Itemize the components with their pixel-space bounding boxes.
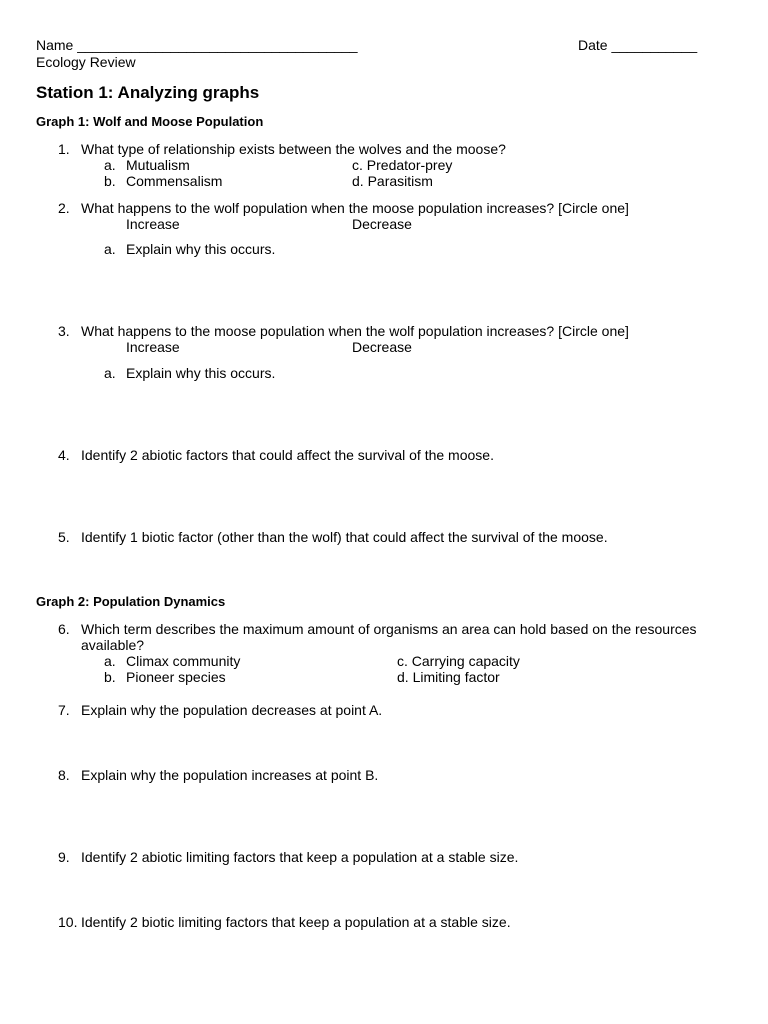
q2-choice-decrease: Decrease (352, 216, 412, 232)
q1-option-b: Commensalism (126, 173, 223, 189)
q1-option-a-letter: a. (104, 157, 116, 173)
q6-option-d: d. Limiting factor (397, 669, 500, 685)
q6-option-b-letter: b. (104, 669, 116, 685)
q6-text-continued: available? (81, 637, 145, 653)
q3-sub-text: Explain why this occurs. (126, 365, 276, 381)
q4-number: 4. (58, 447, 70, 463)
q5-number: 5. (58, 529, 70, 545)
name-field-label: Name ____________________________________ (36, 37, 358, 53)
q6-option-c: c. Carrying capacity (397, 653, 520, 669)
q1-option-c: c. Predator-prey (352, 157, 453, 173)
q7-number: 7. (58, 702, 70, 718)
q3-choice-increase: Increase (126, 339, 180, 355)
q9-text: Identify 2 abiotic limiting factors that keep a population at a stable size. (81, 849, 519, 865)
q2-sub-text: Explain why this occurs. (126, 241, 276, 257)
q7-text: Explain why the population decreases at point A. (81, 702, 383, 718)
q5-text: Identify 1 biotic factor (other than the wolf) that could affect the survival of the moose. (81, 529, 608, 545)
q3-sub-letter: a. (104, 365, 116, 381)
q2-sub-letter: a. (104, 241, 116, 257)
q1-text: What type of relationship exists between the wolves and the moose? (81, 141, 506, 157)
q4-text: Identify 2 abiotic factors that could affect the survival of the moose. (81, 447, 494, 463)
q2-text: What happens to the wolf population when the moose population increases? [Circle one] (81, 200, 629, 216)
q6-option-a-letter: a. (104, 653, 116, 669)
q3-number: 3. (58, 323, 70, 339)
q1-number: 1. (58, 141, 70, 157)
q10-text: Identify 2 biotic limiting factors that keep a population at a stable size. (81, 914, 511, 930)
q6-option-a: Climax community (126, 653, 241, 669)
q9-number: 9. (58, 849, 70, 865)
graph2-title: Graph 2: Population Dynamics (36, 594, 226, 609)
q1-option-a: Mutualism (126, 157, 190, 173)
q2-choice-increase: Increase (126, 216, 180, 232)
q3-choice-decrease: Decrease (352, 339, 412, 355)
q10-number: 10. (58, 914, 78, 930)
q8-number: 8. (58, 767, 70, 783)
q1-option-d: d. Parasitism (352, 173, 433, 189)
station-title: Station 1: Analyzing graphs (36, 83, 260, 102)
date-field-label: Date ___________ (578, 37, 698, 53)
q2-number: 2. (58, 200, 70, 216)
q6-number: 6. (58, 621, 70, 637)
q8-text: Explain why the population increases at point B. (81, 767, 379, 783)
q6-text: Which term describes the maximum amount of organisms an area can hold based on the resources (81, 621, 697, 637)
q1-option-b-letter: b. (104, 173, 116, 189)
q3-text: What happens to the moose population when the wolf population increases? [Circle one] (81, 323, 629, 339)
graph1-title: Graph 1: Wolf and Moose Population (36, 114, 264, 129)
document-subtitle: Ecology Review (36, 54, 136, 70)
q6-option-b: Pioneer species (126, 669, 226, 685)
